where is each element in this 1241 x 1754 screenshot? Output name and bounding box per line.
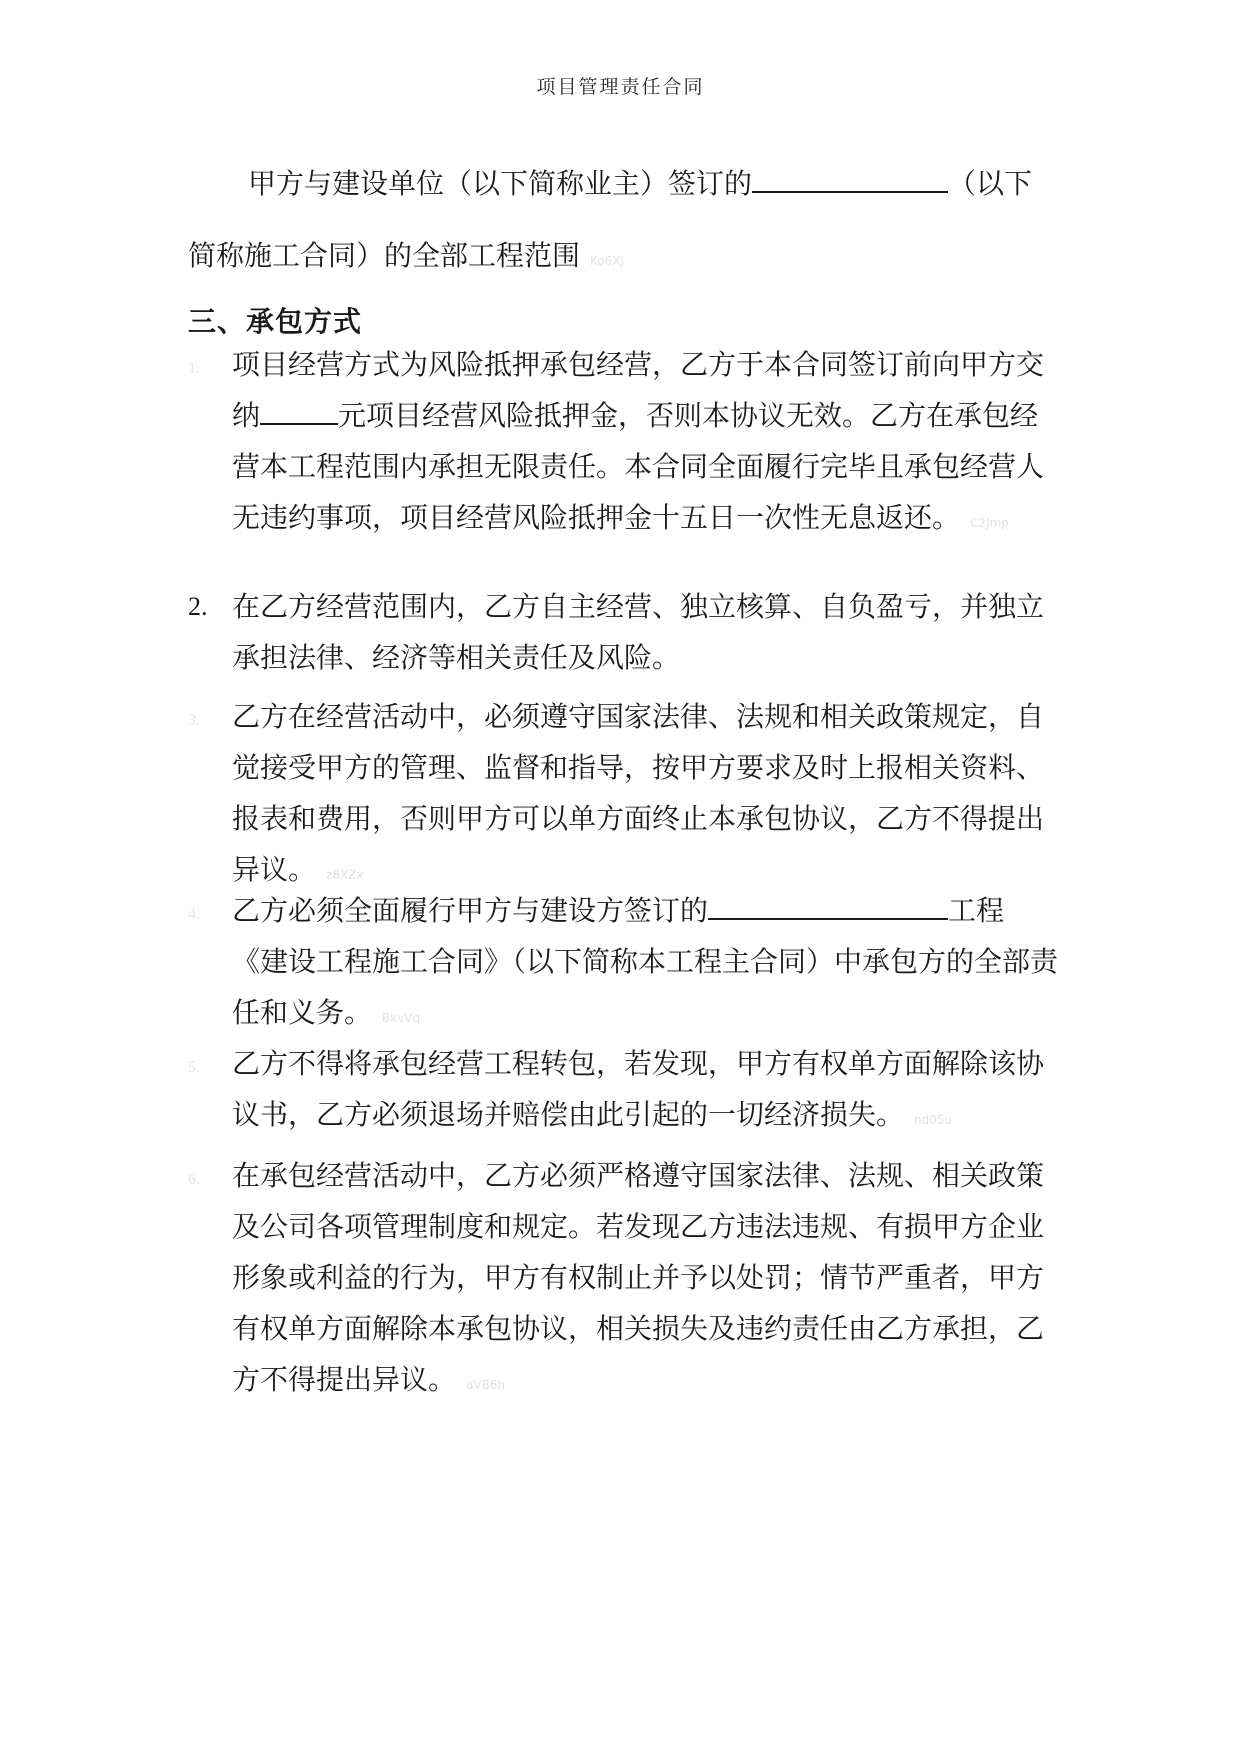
clause-number: 4. [188, 906, 200, 923]
clause-text: 乙方在经营活动中，必须遵守国家法律、法规和相关政策规定，自觉接受甲方的管理、监督和指导，按甲方要求及时上报相关资料、报表和费用，否则甲方可以单方面终止本承包协议，乙方不得提出异议。 [232, 700, 1045, 886]
faint-mark: Ko6Xj [590, 254, 624, 268]
clause-text: 在乙方经营范围内，乙方自主经营、独立核算、自负盈亏，并独立承担法律、经济等相关责任及风险。 [232, 590, 1045, 674]
clause-number: 1. [188, 360, 200, 377]
clause-text-b: 工程《建设工程施工合同》（以下简称本工程主合同）中承包方的全部责任和义务。 [232, 894, 1059, 1029]
clause-3 [188, 691, 1058, 901]
clause-number: 3. [188, 712, 200, 729]
faint-mark: z8XZx [326, 868, 364, 882]
clause-number: 2. [188, 592, 208, 621]
contract-name-blank [752, 163, 948, 193]
intro-text-a: 甲方与建设单位（以下简称业主）签订的 [248, 167, 753, 200]
clause-4 [188, 885, 1059, 1044]
faint-mark: aVB6h [466, 1378, 506, 1392]
faint-mark: BkvVq [382, 1011, 421, 1025]
clause-text-a: 项目经营方式为风险抵押承包经营，乙方于本合同签订前向甲方交纳 [232, 348, 1045, 432]
clause-number: 5. [188, 1059, 200, 1076]
clause-5 [188, 1038, 1058, 1146]
clause-number: 6. [188, 1171, 200, 1188]
clause-text: 在承包经营活动中，乙方必须严格遵守国家法律、法规、相关政策及公司各项管理制度和规定。若发现乙方违法违规、有损甲方企业形象或利益的行为，甲方有权制止并予以处罚；情节严重者，甲方有权单方面解除本承包协议，相关损失及违约责任由乙方承担，乙方不得提出异议。 [232, 1159, 1045, 1396]
clause-text-a: 乙方必须全面履行甲方与建设方签订的 [232, 894, 709, 927]
clause-text: 乙方不得将承包经营工程转包，若发现，甲方有权单方面解除该协议书，乙方必须退场并赔偿由此引起的一切经济损失。 [232, 1047, 1045, 1131]
clause-text-b: 元项目经营风险抵押金，否则本协议无效。乙方在承包经营本工程范围内承担无限责任。本合同全面履行完毕且承包经营人无违约事项，项目经营风险抵押金十五日一次性无息返还。 [232, 399, 1045, 534]
project-name-blank [708, 890, 948, 920]
faint-mark: nd05u [914, 1113, 953, 1127]
intro-paragraph [188, 148, 1058, 297]
deposit-amount-blank [260, 395, 338, 425]
page-header-title: 项目管理责任合同 [536, 76, 705, 98]
clause-2 [188, 581, 1058, 683]
clause-6 [188, 1150, 1058, 1411]
intro-text-b: （以下简称施工合同）的全部工程范围 [188, 167, 1033, 272]
faint-mark: C2Jmp [970, 516, 1009, 530]
section-heading: 三、承包方式 [188, 305, 363, 338]
clause-1 [188, 339, 1058, 549]
